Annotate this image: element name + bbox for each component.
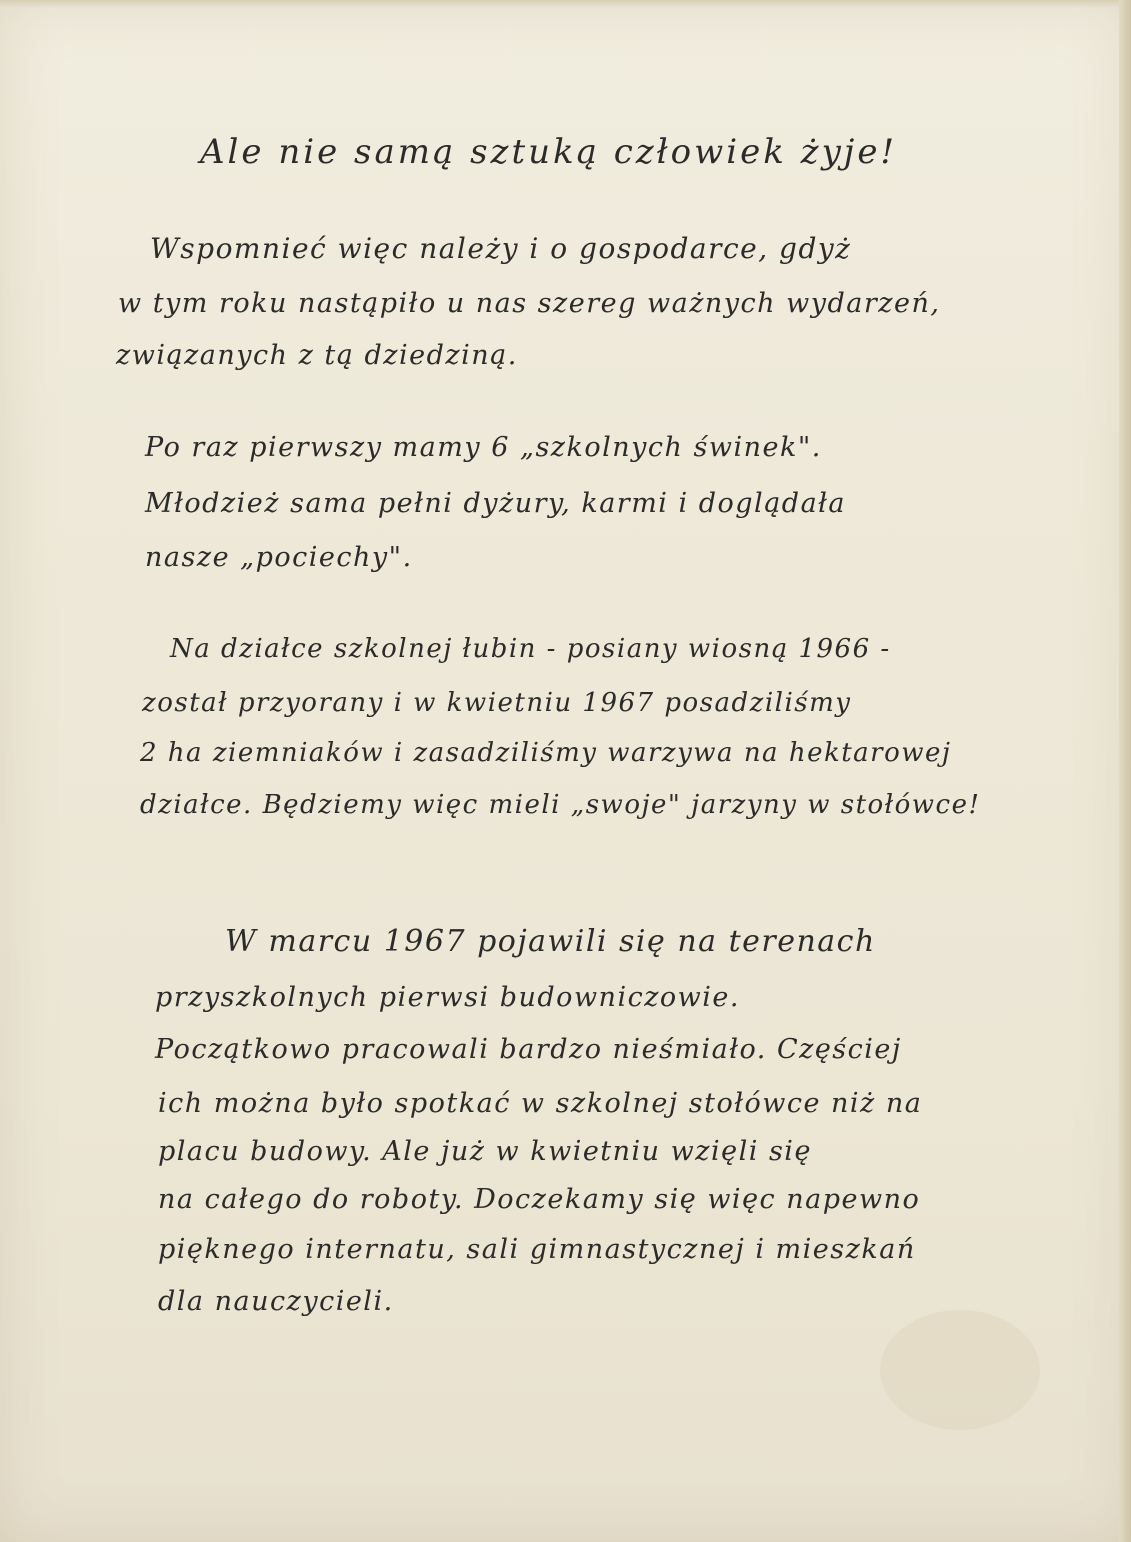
- paragraph-1-line-3: związanych z tą dziedziną.: [116, 340, 518, 371]
- paragraph-3-line-1: Na działce szkolnej łubin - posiany wiosną 1966 -: [170, 634, 891, 664]
- paragraph-4-line-1: W marcu 1967 pojawili się na terenach: [225, 924, 876, 959]
- paragraph-4-line-5: placu budowy. Ale już w kwietniu wzięli się: [158, 1136, 812, 1167]
- paragraph-2-line-2: Młodzież sama pełni dyżury, karmi i doglądała: [145, 488, 847, 519]
- paragraph-2-line-1: Po raz pierwszy mamy 6 „szkolnych świnek".: [145, 432, 822, 463]
- paragraph-4-line-4: ich można było spotkać w szkolnej stołówce niż na: [158, 1088, 923, 1119]
- paragraph-2-line-3: nasze „pociechy".: [145, 542, 413, 573]
- paragraph-3-line-4: działce. Będziemy więc mieli „swoje" jarzyny w stołówce!: [140, 790, 981, 820]
- paragraph-4-line-3: Początkowo pracowali bardzo nieśmiało. Częściej: [155, 1034, 902, 1065]
- page-right-edge: [1119, 0, 1131, 1542]
- page-top-edge: [0, 0, 1131, 8]
- paragraph-4-line-8: dla nauczycieli.: [158, 1286, 394, 1317]
- paragraph-4-line-2: przyszkolnych pierwsi budowniczowie.: [155, 982, 740, 1013]
- paper-stain: [880, 1310, 1040, 1430]
- paragraph-3-line-3: 2 ha ziemniaków i zasadziliśmy warzywa na hektarowej: [140, 738, 952, 768]
- paragraph-1-line-1: Wspomnieć więc należy i o gospodarce, gdyż: [150, 232, 852, 265]
- page-title: Ale nie samą sztuką człowiek żyje!: [200, 132, 898, 172]
- paragraph-3-line-2: został przyorany i w kwietniu 1967 posadziliśmy: [142, 688, 852, 718]
- paragraph-4-line-7: pięknego internatu, sali gimnastycznej i mieszkań: [158, 1234, 916, 1265]
- paragraph-4-line-6: na całego do roboty. Doczekamy się więc napewno: [158, 1184, 921, 1215]
- paragraph-1-line-2: w tym roku nastąpiło u nas szereg ważnych wydarzeń,: [118, 288, 941, 319]
